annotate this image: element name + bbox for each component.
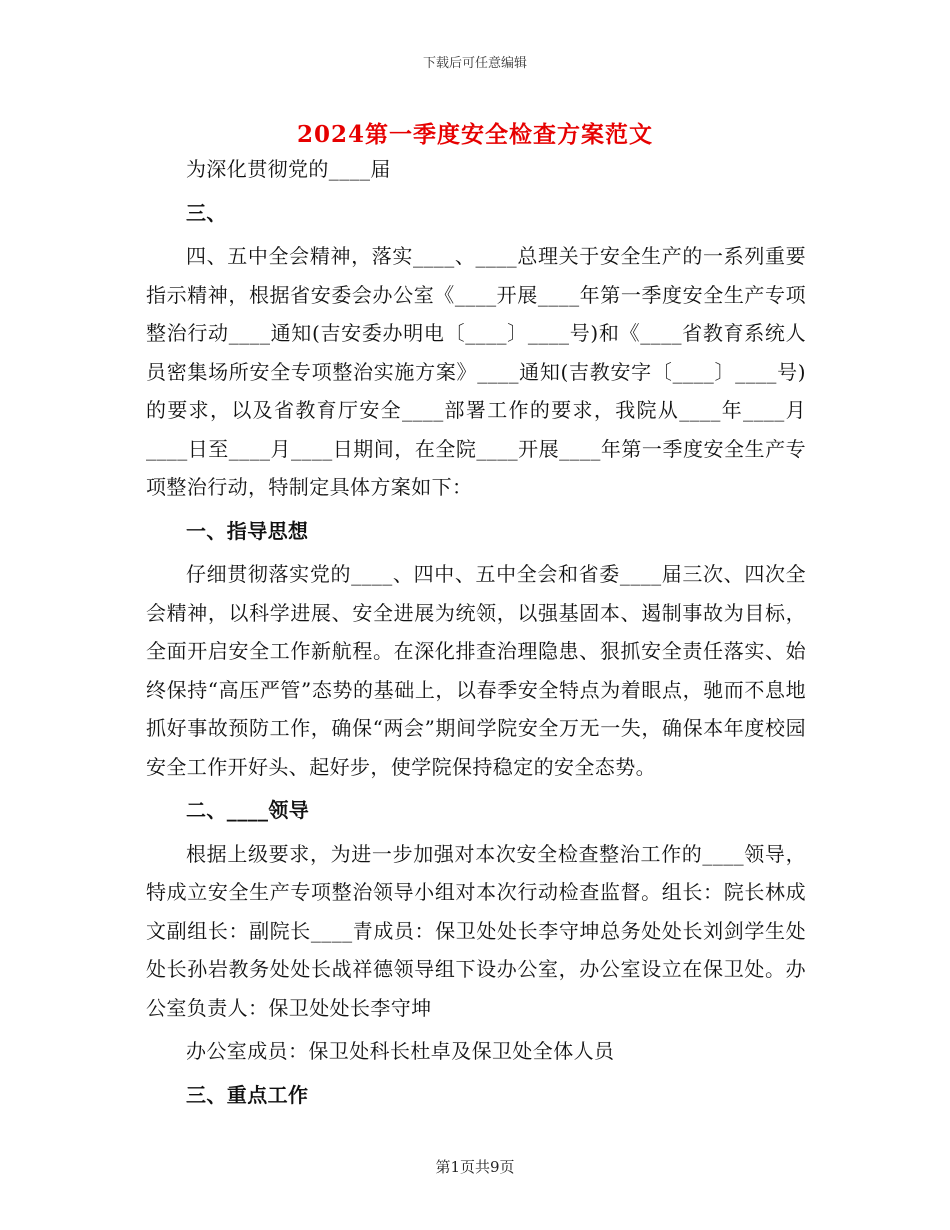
paragraph-intro: 为深化贯彻党的____届 <box>186 157 391 181</box>
heading-key-work: 三、重点工作 <box>186 1082 309 1107</box>
document-body <box>146 150 806 1119</box>
heading-guiding-ideology: 一、指导思想 <box>186 518 309 543</box>
paragraph-san: 三、 <box>186 200 227 225</box>
document-title: 2024第一季度安全检查方案范文 <box>296 121 653 148</box>
page-header-note: 下载后可任意编辑 <box>422 56 527 71</box>
page-footer-number: 第1页共9页 <box>435 1158 515 1176</box>
heading-leadership: 二、____领导 <box>186 798 310 822</box>
paragraph-office-members: 办公室成员：保卫处科长杜卓及保卫处全体人员 <box>186 1039 615 1063</box>
paragraph-leadership: 根据上级要求，为进一步加强对本次安全检查整治工作的____领导，特成立安全生产专项整治领导小组对本次行动检查监督。组长：院长林成文副组长：副院长____青成员：保卫处处长李守坤总务处处长刘剑学生处处长孙岩教务处处长战祥德领导组下设办公室，办公室设立在保卫处。办公室负责人：保卫处处长李守坤 <box>146 841 806 1020</box>
paragraph-si-main: 四、五中全会精神，落实____、____总理关于安全生产的一系列重要指示精神，根据省安委会办公室《____开展____年第一季度安全生产专项整治行动____通知(吉安委办明电〔____〕____号)和《____省教育系统人员密集场所安全专项整治实施方案》____通知(吉教安字〔____〕____号)的要求，以及省教育厅安全____部署工作的要求，我院从____年____月____日至____月____日期间，在全院____开展____年第一季度安全生产专项整治行动，特制定具体方案如下： <box>146 244 806 499</box>
paragraph-guiding-ideology: 仔细贯彻落实党的____、四中、五中全会和省委____届三次、四次全会精神，以科学进展、安全进展为统领，以强基固本、遏制事故为目标，全面开启安全工作新航程。在深化排查治理隐患、狠抓安全责任落实、始终保持“高压严管”态势的基础上，以春季安全特点为着眼点，驰而不息地抓好事故预防工作，确保“两会”期间学院安全万无一失，确保本年度校园安全工作开好头、起好步，使学院保持稳定的安全态势。 <box>146 562 806 779</box>
